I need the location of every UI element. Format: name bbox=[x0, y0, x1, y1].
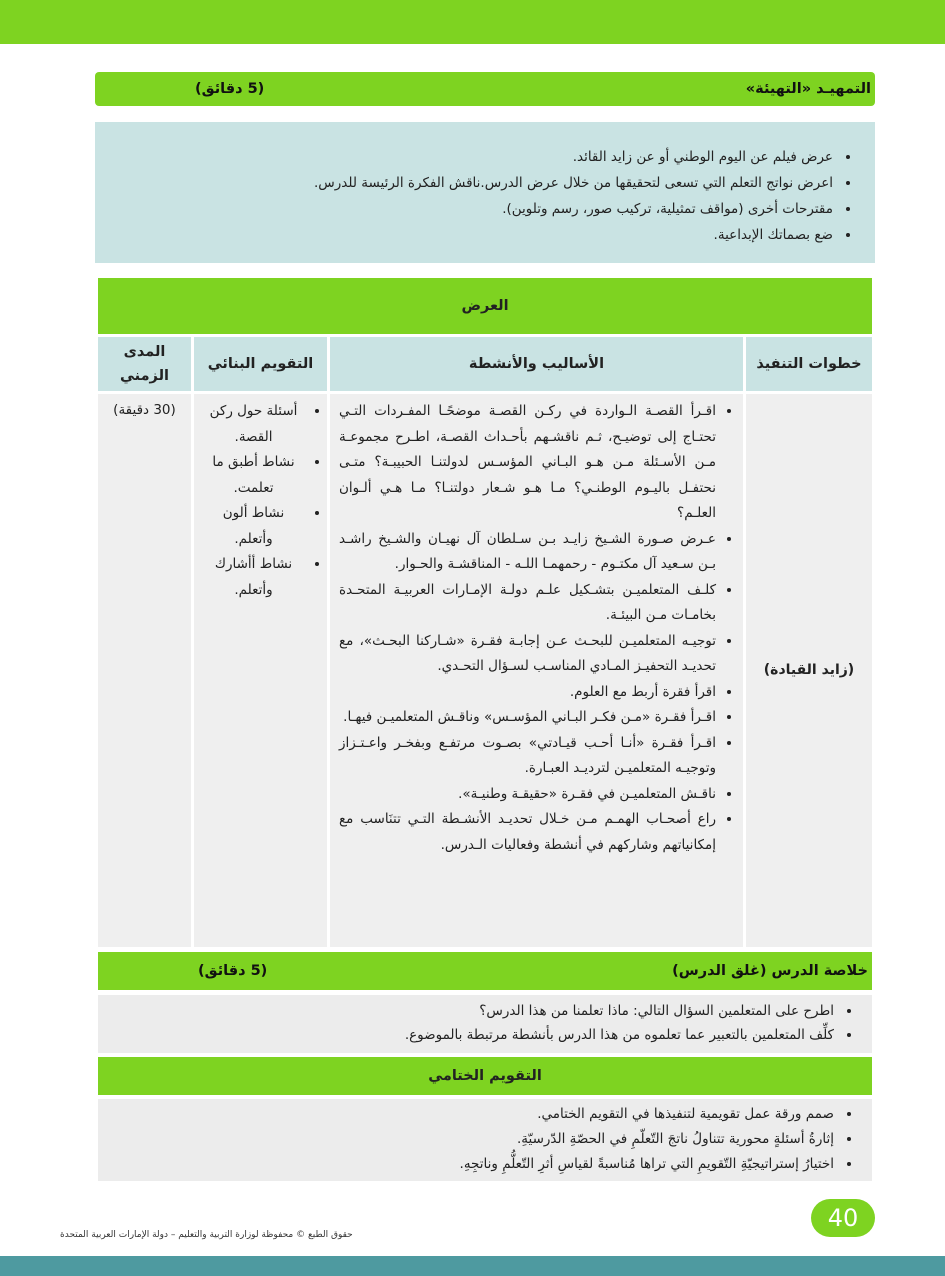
summary-list bbox=[98, 999, 872, 1047]
final-assessment-box bbox=[98, 1099, 872, 1181]
list-item: • اقـرأ القصـة الـواردة في ركـن القصـة موضحًـا المفـردات التـي تحتـاج إلى توضيـح، ثـم ناقشـهم بأحـداث القصـة، اطـرح مجموعـة مـن الأسـئلة مـن هـو البـاني المؤسـس لدولتنـا الحبيبـة؟ متـى نحتفـل باليـوم الوطنـي؟ مـا هـو شـعار دولتنـا؟ مـا هـي ألـوان العلـم؟ bbox=[339, 399, 716, 527]
page-number: 40 bbox=[811, 1199, 875, 1237]
presentation-title: العرض bbox=[98, 278, 872, 334]
top-color-bar bbox=[0, 0, 945, 44]
list-item: • كلـف المتعلميـن بتشـكيل علـم دولـة الإمـارات العربيـة المتحـدة بخامـات مـن البيئـة. bbox=[339, 578, 716, 629]
header-duration: المدى الزمني bbox=[98, 337, 191, 391]
methods-list bbox=[331, 399, 742, 858]
list-item: • عرض فيلم عن اليوم الوطني أو عن زايد القائد. bbox=[105, 144, 835, 170]
final-assessment-title: التقويم الختامي bbox=[98, 1057, 872, 1095]
list-item: • اقرأ فقرة أربط مع العلوم. bbox=[339, 680, 716, 706]
list-item: • كلِّف المتعلمين بالتعبير عما تعلموه من هذا الدرس بأنشطة مرتبطة بالموضوع. bbox=[108, 1023, 836, 1047]
list-item: • أسئلة حول ركن القصة. bbox=[203, 399, 304, 450]
summary-duration: (5 دقائق) bbox=[198, 963, 268, 979]
intro-header bbox=[95, 72, 875, 106]
list-item: • اختيارُ إستراتيجيّةِ التّقويمِ التي تراها مُناسبةً لقياسِ أثرِ التّعلُّمِ وناتجِهِ. bbox=[108, 1152, 836, 1177]
list-item: • راع أصحـاب الهمـم مـن خـلال تحديـد الأنشـطة التـي تتنَاسب مع إمكانياتهم وشاركهم في أنشطة وفعاليات الـدرس. bbox=[339, 807, 716, 858]
copyright-notice: حقوق الطبع © محفوظة لوزارة التربية والتعليم – دولة الإمارات العربية المتحدة bbox=[60, 1230, 353, 1240]
list-item: • توجيـه المتعلميـن للبحـث عـن إجابـة فقـرة «شـاركنا البحـث»، مع تحديـد التحفيـز المـادي المناسـب لسـؤال التحـدي. bbox=[339, 629, 716, 680]
bottom-color-bar bbox=[0, 1256, 945, 1276]
header-assessment: التقويم البنائي bbox=[194, 337, 327, 391]
intro-title: التمهيـد «التهيئة» bbox=[745, 81, 871, 97]
list-item: • عـرض صـورة الشـيخ زايـد بـن سـلطان آل نهيـان والشـيخ راشـد بـن سـعيد آل مكتـوم - رحمهمـا اللـه - المناقشـة والحـوار. bbox=[339, 527, 716, 578]
list-item: • ناقـش المتعلميـن في فقـرة «حقيقـة وطنيـة»‬. bbox=[339, 782, 716, 808]
list-item: • اعرض نواتج التعلم التي تسعى لتحقيقها من خلال عرض الدرس.ناقش الفكرة الرئيسة للدرس. bbox=[105, 170, 835, 196]
list-item: • نشاط أأشارك وأتعلم. bbox=[203, 552, 304, 603]
intro-list bbox=[95, 144, 875, 248]
methods-cell bbox=[330, 394, 743, 947]
summary-box bbox=[98, 995, 872, 1053]
list-item: • نشاط أطبق ما تعلمت. bbox=[203, 450, 304, 501]
list-item: • اقـرأ فقـرة «أنـا أحـب قيـادتي» بصـوت مرتفـع وبفخـر واعـتـزاز وتوجيـه المتعلميـن لترديـد العبـارة. bbox=[339, 731, 716, 782]
assessment-list bbox=[195, 399, 326, 603]
final-list bbox=[98, 1102, 872, 1177]
duration-cell: (30 دقيقة) bbox=[98, 394, 191, 947]
list-item: • اطرح على المتعلمين السؤال التالي: ماذا تعلمنا من هذا الدرس؟ bbox=[108, 999, 836, 1023]
summary-title: خلاصة الدرس (غلق الدرس) bbox=[672, 963, 868, 979]
intro-duration: (5 دقائق) bbox=[195, 81, 265, 97]
list-item: • نشاط ألون وأتعلم. bbox=[203, 501, 304, 552]
header-methods: الأساليب والأنشطة bbox=[330, 337, 743, 391]
assessment-cell bbox=[194, 394, 327, 947]
steps-cell: (زايد القيادة) bbox=[746, 394, 872, 947]
list-item: • ضع بصماتك الإبداعية. bbox=[105, 222, 835, 248]
intro-box bbox=[95, 122, 875, 263]
list-item: • اقـرأ فقـرة «مـن فكـر البـاني المؤسـس» وناقـش المتعلميـن فيهـا. bbox=[339, 705, 716, 731]
list-item: • صمم ورقة عمل تقويمية لتنفيذها في التقويم الختامي. bbox=[108, 1102, 836, 1127]
list-item: • مقترحات أخرى (مواقف تمثيلية، تركيب صور، رسم وتلوين). bbox=[105, 196, 835, 222]
summary-header bbox=[98, 952, 872, 990]
header-steps: خطوات التنفيذ bbox=[746, 337, 872, 391]
list-item: • إثارةُ أسئلةٍ محورية تتناولُ ناتجَ التّعلّمِ في الحصّةِ الدّرسيّةِ. bbox=[108, 1127, 836, 1152]
presentation-table bbox=[95, 275, 875, 950]
